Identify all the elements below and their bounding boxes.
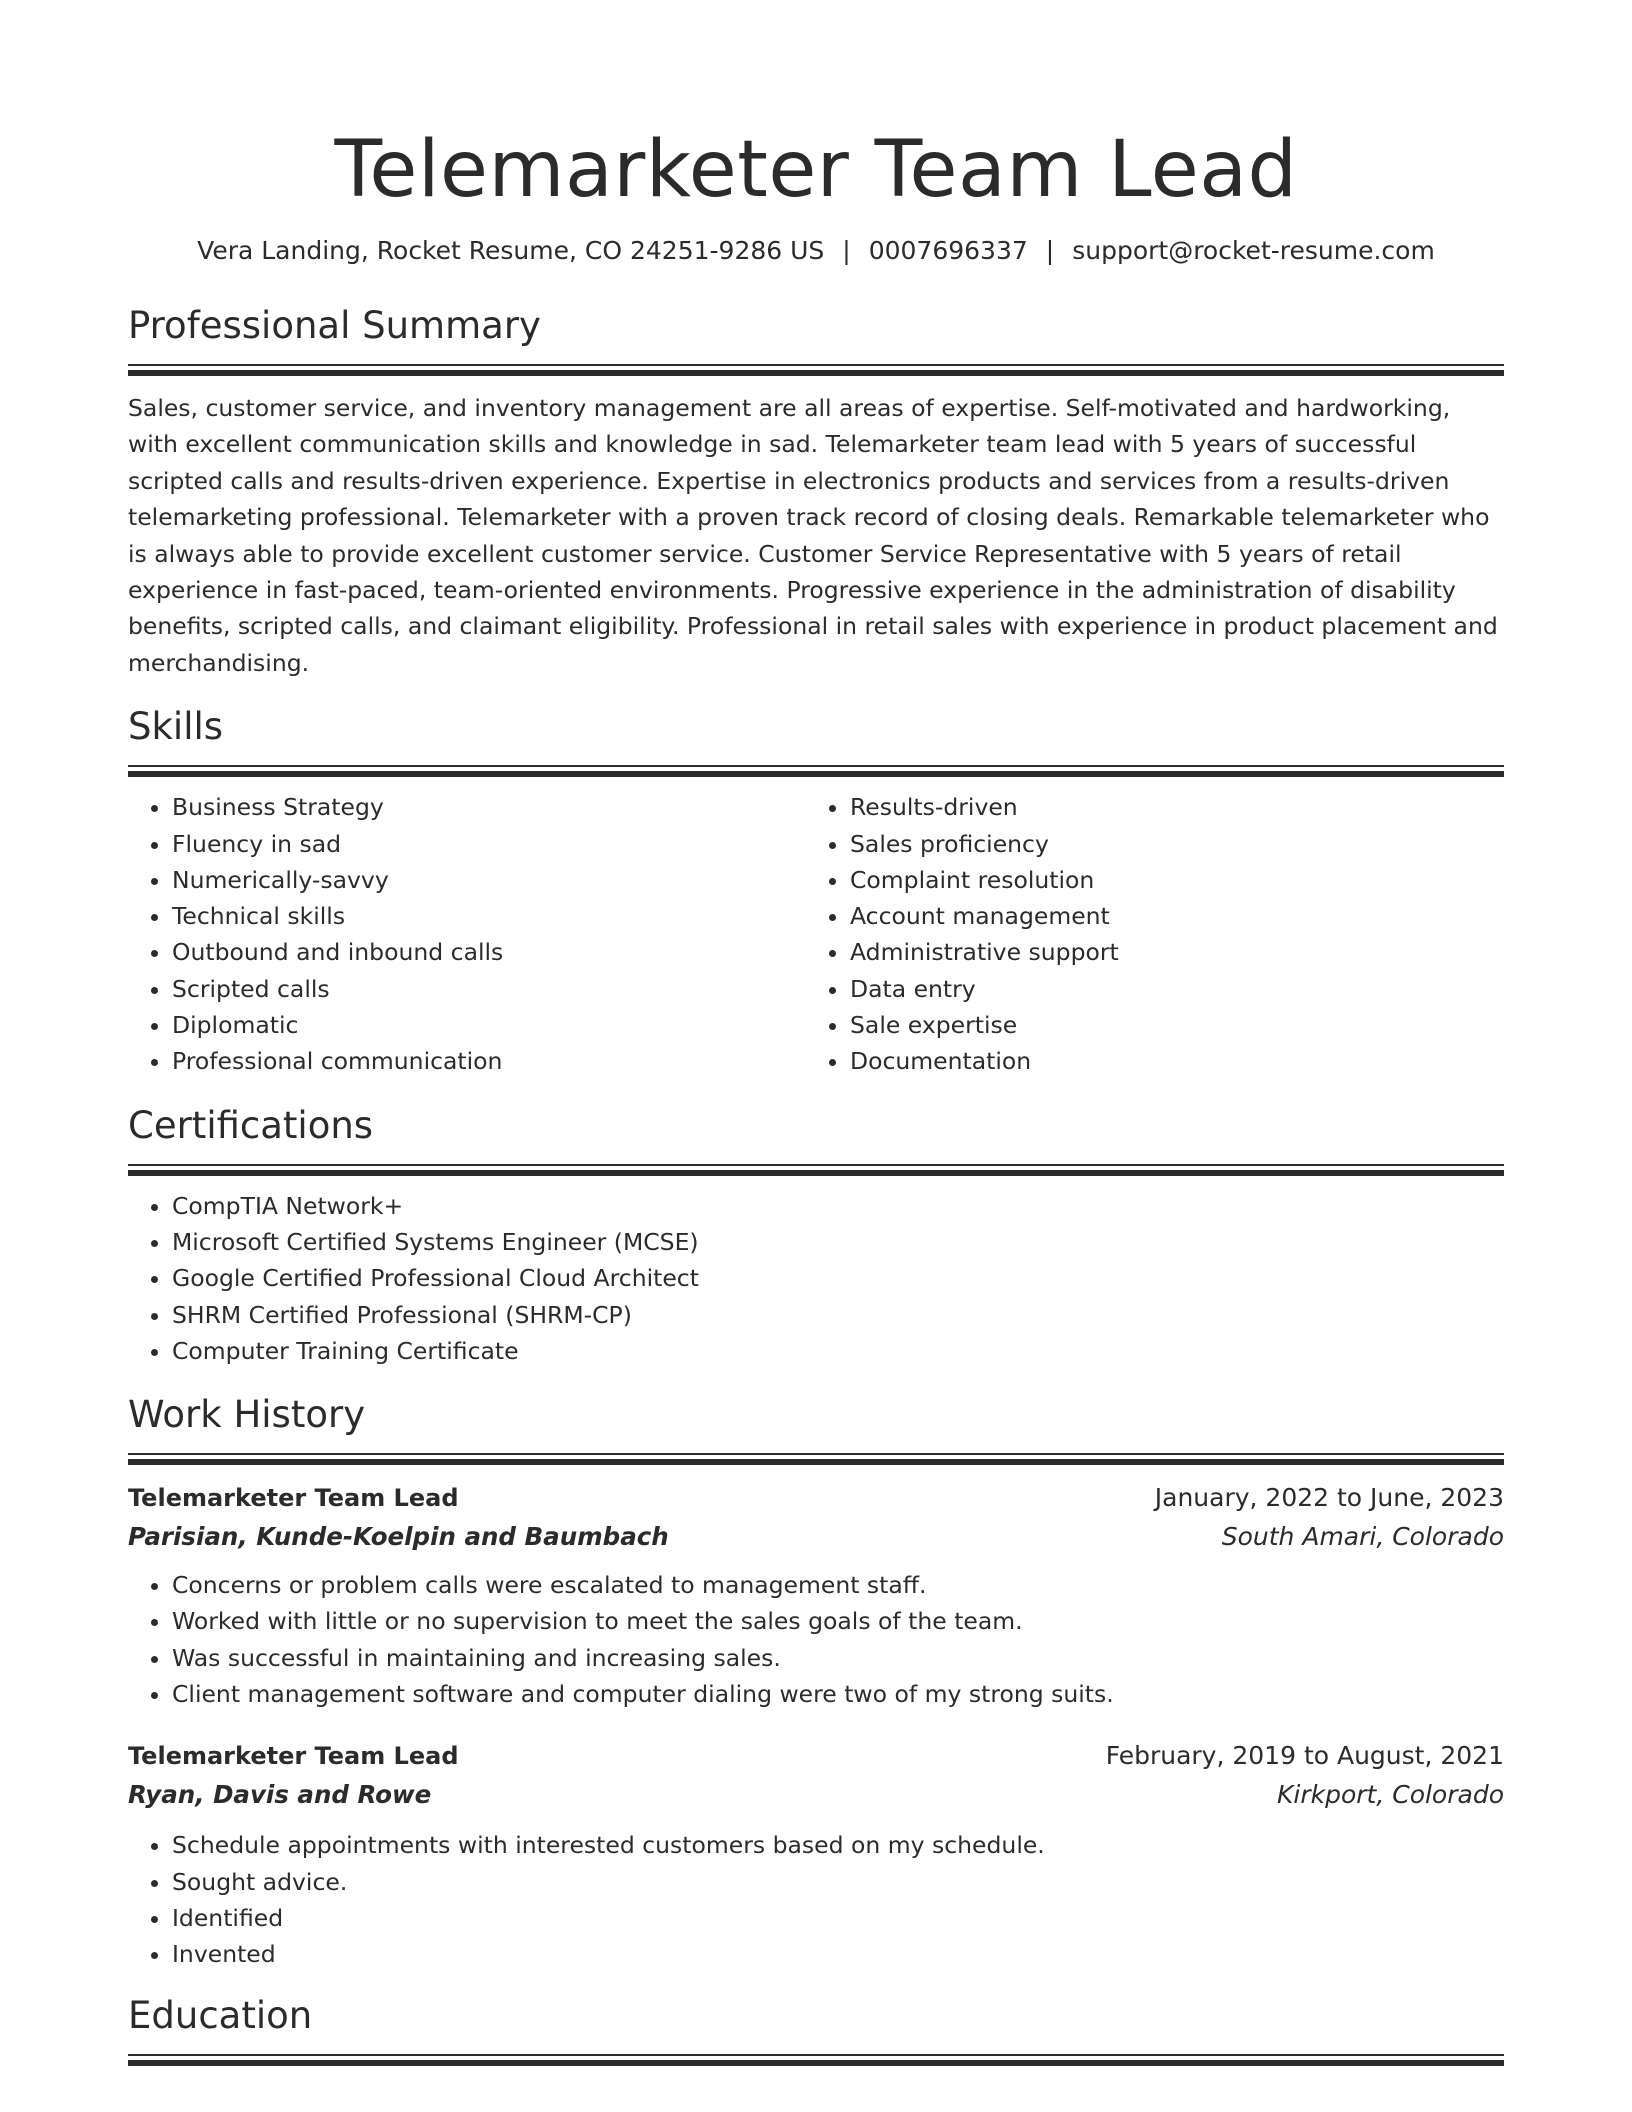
- skill-item: • Technical skills: [172, 898, 806, 934]
- certification-item: • CompTIA Network+: [172, 1188, 1504, 1224]
- skills-heading: Skills: [128, 705, 224, 749]
- job-bullet: • Schedule appointments with interested customers based on my schedule.: [172, 1827, 1504, 1863]
- skills-grid: [128, 789, 1504, 1079]
- skill-item: • Sales proficiency: [850, 826, 1484, 862]
- job-company: Ryan, Davis and Rowe: [128, 1780, 432, 1810]
- contact-separator: |: [842, 236, 851, 265]
- job-bullet: • Worked with little or no supervision to meet the sales goals of the team.: [172, 1603, 1504, 1639]
- job-bullet: • Sought advice.: [172, 1864, 1504, 1900]
- skill-item: • Documentation: [850, 1043, 1484, 1079]
- job-bullet: • Was successful in maintaining and increasing sales.: [172, 1640, 1504, 1676]
- skill-item: • Fluency in sad: [172, 826, 806, 862]
- job-bullet: • Client management software and computer dialing were two of my strong suits.: [172, 1676, 1504, 1712]
- job-title: Telemarketer Team Lead: [128, 1742, 459, 1771]
- contact-line: [128, 234, 1504, 268]
- contact-separator: |: [1045, 236, 1055, 265]
- section-divider: [128, 2054, 1504, 2066]
- job-location: Kirkport, Colorado: [1277, 1780, 1504, 1810]
- resume-page: [128, 0, 1504, 2066]
- summary-section: [128, 302, 1504, 681]
- skill-item: • Outbound and inbound calls: [172, 934, 806, 970]
- contact-email: support@rocket-resume.com: [1072, 236, 1435, 265]
- skill-item: • Sale expertise: [850, 1007, 1484, 1043]
- job-header: [128, 1737, 1504, 1775]
- job-dates: January, 2022 to June, 2023: [1154, 1483, 1504, 1513]
- skill-item: • Complaint resolution: [850, 862, 1484, 898]
- job-subheader: [128, 1517, 1504, 1557]
- job-bullet: • Concerns or problem calls were escalated to management staff.: [172, 1567, 1504, 1603]
- skill-item: • Account management: [850, 898, 1484, 934]
- job-bullets: [128, 1827, 1504, 1972]
- section-divider: [128, 364, 1504, 376]
- skill-item: • Professional communication: [172, 1043, 806, 1079]
- section-divider: [128, 765, 1504, 777]
- certifications-list: [128, 1188, 1504, 1369]
- skills-column-left: [128, 789, 806, 1079]
- work-history-section: [128, 1391, 1504, 1972]
- job-title: Telemarketer Team Lead: [128, 1484, 459, 1513]
- section-divider: [128, 1164, 1504, 1176]
- job-entry: [128, 1479, 1504, 1712]
- job-location: South Amari, Colorado: [1221, 1522, 1504, 1552]
- summary-heading: Professional Summary: [128, 304, 541, 347]
- certifications-section: [128, 1102, 1504, 1369]
- skill-item: • Scripted calls: [172, 971, 806, 1007]
- skill-item: • Administrative support: [850, 934, 1484, 970]
- skill-item: • Business Strategy: [172, 789, 806, 825]
- contact-address: Vera Landing, Rocket Resume, CO 24251-9286 US: [197, 236, 825, 265]
- job-bullets: [128, 1567, 1504, 1712]
- certification-item: • Computer Training Certificate: [172, 1333, 1504, 1369]
- skill-item: • Diplomatic: [172, 1007, 806, 1043]
- certification-item: • Google Certified Professional Cloud Architect: [172, 1260, 1504, 1296]
- certifications-heading: Certifications: [128, 1103, 374, 1147]
- education-heading: Education: [128, 1994, 313, 2038]
- job-bullet: • Identified: [172, 1900, 1504, 1936]
- skills-list-right: [806, 789, 1484, 1079]
- job-bullet: • Invented: [172, 1936, 1504, 1972]
- certification-item: • Microsoft Certified Systems Engineer (MCSE): [172, 1224, 1504, 1260]
- job-company: Parisian, Kunde-Koelpin and Baumbach: [128, 1522, 669, 1552]
- job-subheader: [128, 1775, 1504, 1815]
- resume-title: Telemarketer Team Lead: [334, 125, 1298, 215]
- skill-item: • Results-driven: [850, 789, 1484, 825]
- section-divider: [128, 1453, 1504, 1465]
- summary-text: Sales, customer service, and inventory management are all areas of expertise. Self-motivated and hardworking, with excellent communication skills and knowledge in sad. Telemarketer team lead with 5 years of successful scripted calls and results-driven experience. Expertise in electronics products and services from a results-driven telemarketing professional. Telemarketer with a proven track record of closing deals. Remarkable telemarketer who is always able to provide excellent customer service. Customer Service Representative with 5 years of retail experience in fast-paced, team-oriented environments. Progressive experience in the administration of disability benefits, scripted calls, and claimant eligibility. Professional in retail sales with experience in product placement and merchandising.: [128, 394, 1498, 677]
- skill-item: • Data entry: [850, 971, 1484, 1007]
- skills-section: [128, 703, 1504, 1079]
- job-entry: [128, 1737, 1504, 1972]
- education-section: [128, 1992, 1504, 2066]
- skills-column-right: [806, 789, 1484, 1079]
- certification-item: • SHRM Certified Professional (SHRM-CP): [172, 1297, 1504, 1333]
- job-header: [128, 1479, 1504, 1517]
- skills-list-left: [128, 789, 806, 1079]
- work-history-heading: Work History: [128, 1393, 366, 1437]
- contact-phone: 0007696337: [868, 236, 1028, 265]
- skill-item: • Numerically-savvy: [172, 862, 806, 898]
- job-dates: February, 2019 to August, 2021: [1105, 1741, 1504, 1771]
